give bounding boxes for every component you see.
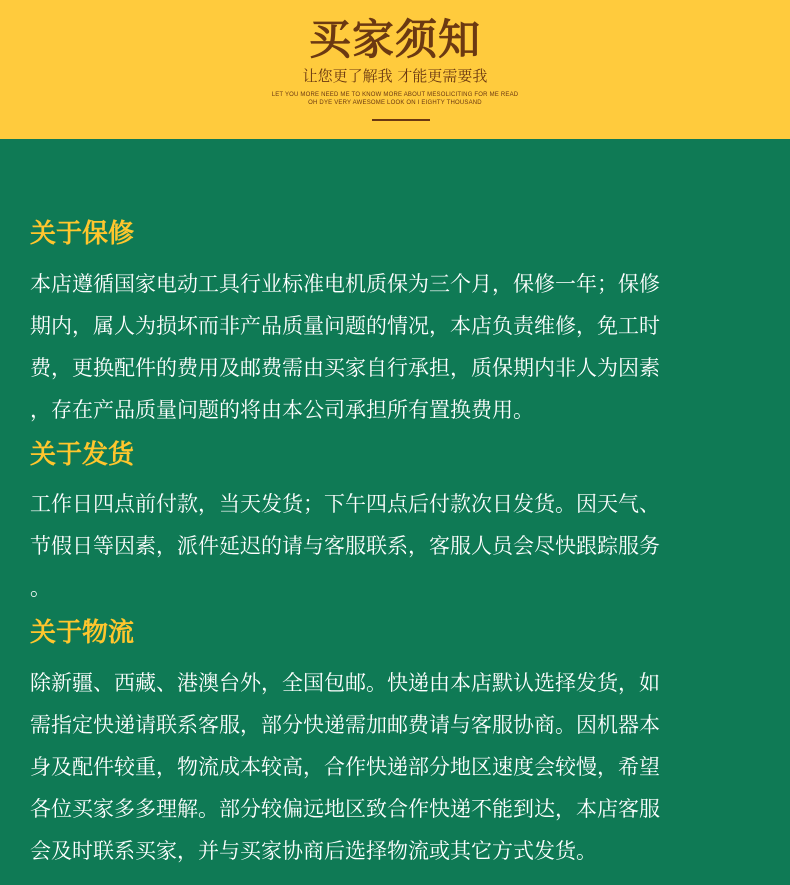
english-tagline-line-1: LET YOU MORE NEED ME TO KNOW MORE ABOUT MESOLICITING FOR ME READ (271, 92, 519, 98)
warranty-text-line: 期内，属人为损坏而非产品质量问题的情况，本店负责维修，免工时 (30, 314, 660, 338)
logistics-text-line: 身及配件较重，物流成本较高，合作快递部分地区速度会较慢，希望 (30, 755, 660, 779)
section-title-logistics: 关于物流 (30, 618, 135, 648)
logistics-text-line: 会及时联系买家，并与买家协商后选择物流或其它方式发货。 (30, 839, 597, 863)
shipping-text-line: 。 (30, 576, 51, 600)
shipping-text-line: 节假日等因素，派件延迟的请与客服联系，客服人员会尽快跟踪服务 (30, 534, 660, 558)
logistics-text-line: 需指定快递请联系客服，部分快递需加邮费请与客服协商。因机器本 (30, 713, 660, 737)
warranty-text-line: 本店遵循国家电动工具行业标准电机质保为三个月，保修一年；保修 (30, 272, 660, 296)
page-subtitle: 让您更了解我 才能更需要我 (302, 67, 488, 85)
warranty-text-line: ，存在产品质量问题的将由本公司承担所有置换费用。 (30, 398, 534, 422)
english-tagline (270, 91, 520, 107)
shipping-text-line: 工作日四点前付款，当天发货；下午四点后付款次日发货。因天气、 (30, 492, 660, 516)
logistics-text-line: 各位买家多多理解。部分较偏远地区致合作快递不能到达，本店客服 (30, 797, 660, 821)
header-divider (372, 119, 430, 121)
section-title-warranty: 关于保修 (30, 219, 135, 249)
section-title-shipping: 关于发货 (30, 440, 135, 470)
notice-header (0, 0, 790, 139)
english-tagline-line-2: OH DYE VERY AWESOME LOOK ON I EIGHTY THOUSAND (308, 100, 482, 106)
warranty-text-line: 费，更换配件的费用及邮费需由买家自行承担，质保期内非人为因素 (30, 356, 660, 380)
logistics-text-line: 除新疆、西藏、港澳台外，全国包邮。快递由本店默认选择发货，如 (30, 671, 660, 695)
page-title: 买家须知 (308, 15, 481, 64)
